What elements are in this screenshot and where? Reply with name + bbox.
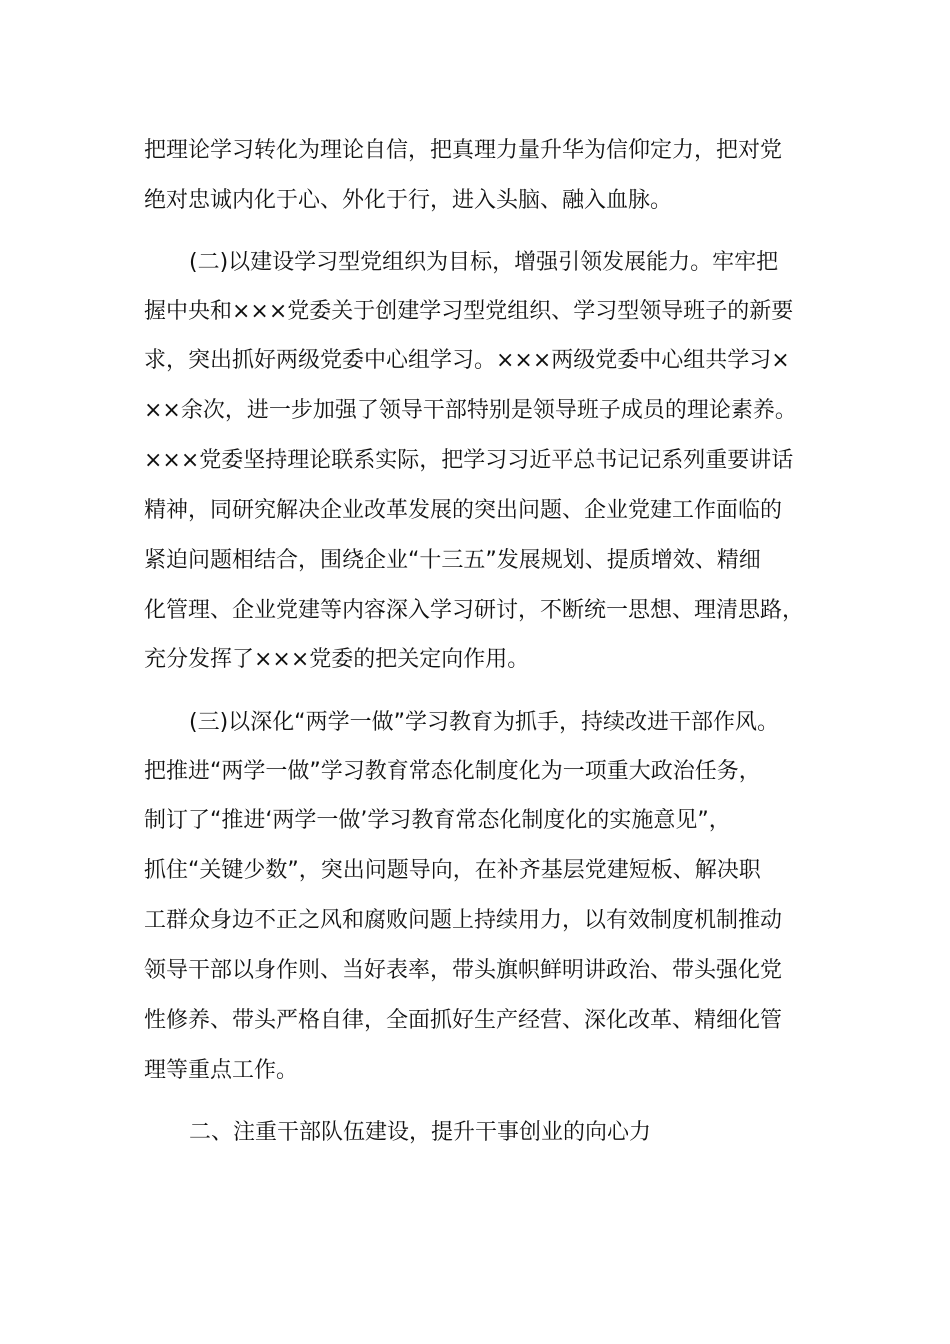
paragraph-3-line-1: (三)以深化“两学一做”学习教育为抓手，持续改进干部作风。 [189, 710, 779, 735]
paragraph-2-line-8: 化管理、企业党建等内容深入学习研讨，不断统一思想、理清思路， [144, 598, 805, 623]
paragraph-2-line-4: ××余次，进一步加强了领导干部特别是领导班子成员的理论素养。 [144, 398, 797, 423]
paragraph-2-line-2: 握中央和×××党委关于创建学习型党组织、学习型领导班子的新要 [144, 299, 794, 324]
paragraph-2-line-9: 充分发挥了×××党委的把关定向作用。 [144, 647, 530, 672]
paragraph-2-line-3: 求，突出抓好两级党委中心组学习。×××两级党委中心组共学习× [144, 348, 790, 373]
paragraph-3-line-4: 抓住“关键少数”，突出问题导向，在补齐基层党建短板、解决职 [144, 858, 761, 883]
paragraph-3-line-3: 制订了“推进‘两学一做’学习教育常态化制度化的实施意见”， [144, 808, 731, 833]
paragraph-2-line-6: 精神，同研究解决企业改革发展的突出问题、企业党建工作面临的 [144, 498, 783, 523]
paragraph-2-line-1: (二)以建设学习型党组织为目标，增强引领发展能力。牢牢把 [189, 250, 779, 275]
paragraph-3-line-6: 领导干部以身作则、当好表率，带头旗帜鲜明讲政治、带头强化党 [144, 958, 783, 983]
paragraph-2-line-5: ×××党委坚持理论联系实际，把学习习近平总书记记系列重要讲话 [144, 448, 794, 473]
paragraph-3-line-8: 理等重点工作。 [144, 1058, 299, 1083]
paragraph-1-line-2: 绝对忠诚内化于心、外化于行，进入头脑、融入血脉。 [144, 188, 673, 213]
paragraph-2-line-7: 紧迫问题相结合，围绕企业“十三五”发展规划、提质增效、精细 [144, 548, 761, 573]
paragraph-3-line-7: 性修养、带头严格自律，全面抓好生产经营、深化改革、精细化管 [144, 1008, 783, 1033]
section-heading: 二、注重干部队伍建设，提升干事创业的向心力 [189, 1120, 652, 1145]
paragraph-1-line-1: 把理论学习转化为理论自信，把真理力量升华为信仰定力，把对党 [144, 138, 783, 163]
paragraph-3-line-5: 工群众身边不正之风和腐败问题上持续用力，以有效制度机制推动 [144, 908, 783, 933]
paragraph-3-line-2: 把推进“两学一做”学习教育常态化制度化为一项重大政治任务， [144, 759, 761, 784]
